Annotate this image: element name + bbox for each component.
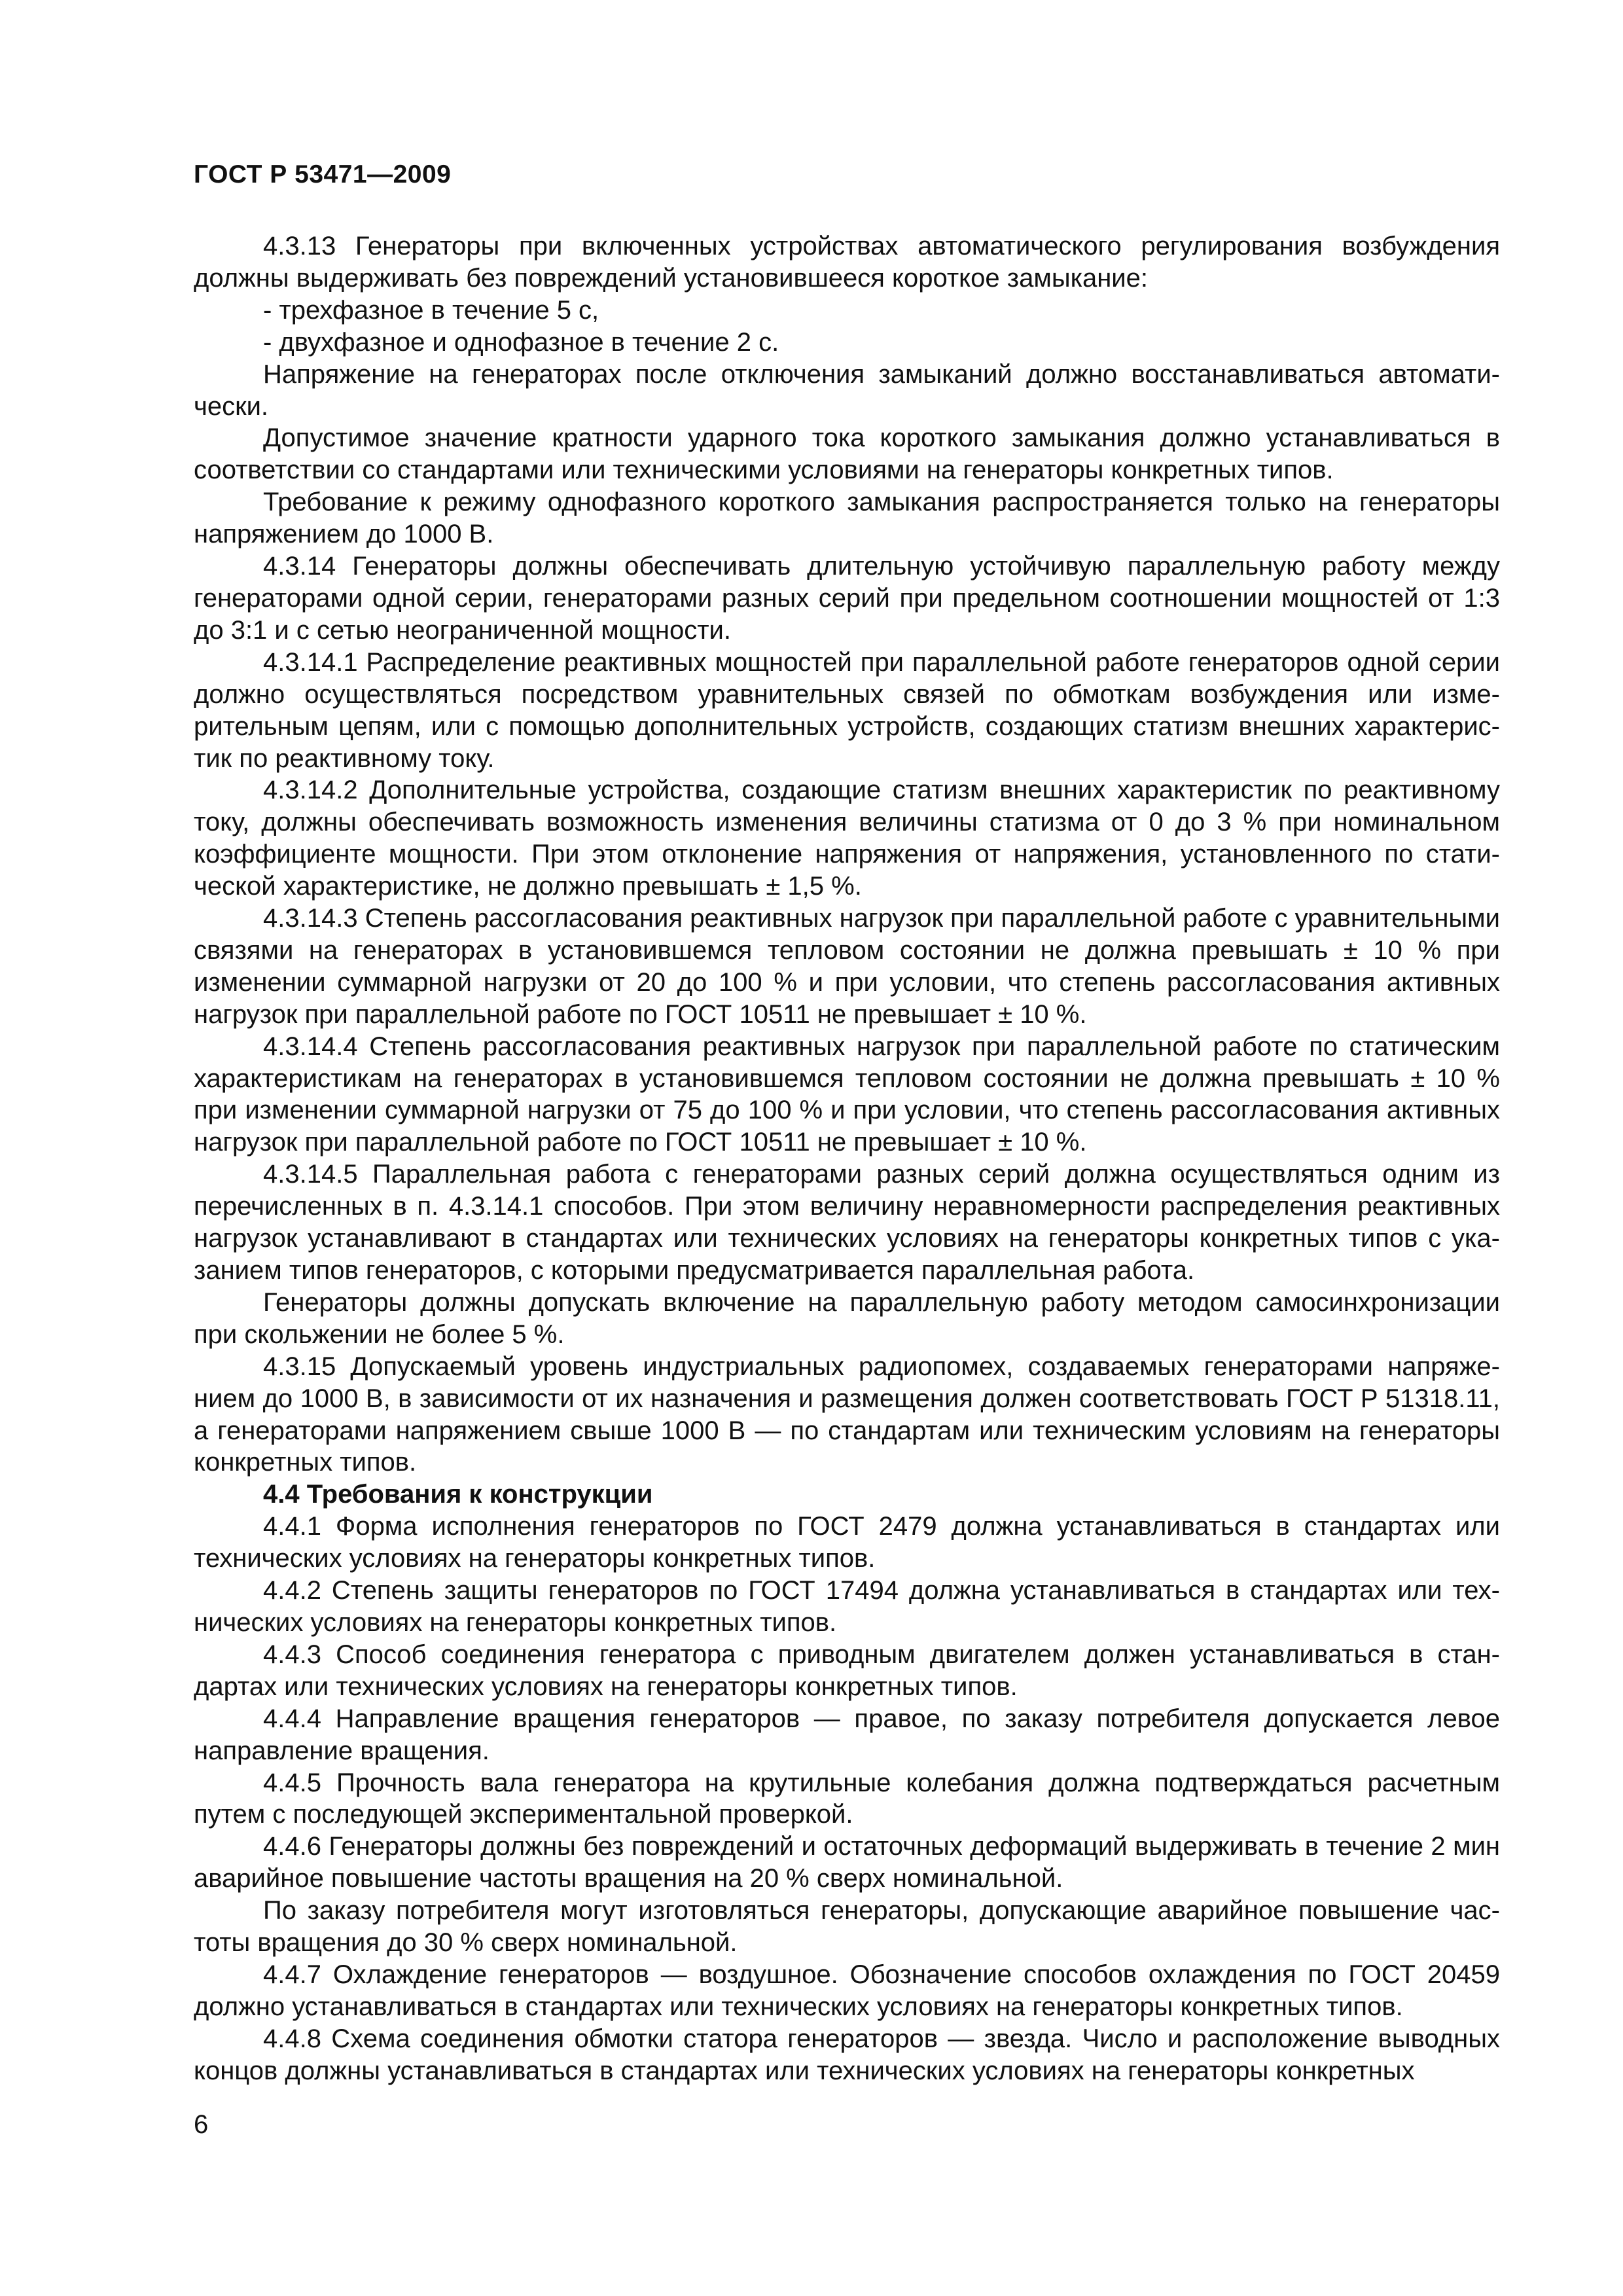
paragraph: Напряжение на генераторах после отключения замыканий должно восстанавливаться автоматически. [194, 359, 1500, 421]
paragraph: 4.3.14.5 Параллельная работа с генераторами разных серий должна осуществляться одним из перечисленных в п. 4.3.14.1 способов. При этом величину неравномерности распределения реактивных нагрузок устанавливают в стандартах или технических условиях на генераторы конкретных типов с указанием типов генераторов, с которыми предусматривается параллельная работа. [194, 1160, 1500, 1285]
paragraph: 4.4.8 Схема соединения обмотки статора генераторов — звезда. Число и расположение выводных концов должны устанавливаться в стандартах или технических условиях на генераторы конкретных [194, 2024, 1500, 2085]
document-body [194, 230, 1500, 2087]
paragraph: 4.3.14.2 Дополнительные устройства, создающие статизм внешних характеристик по реактивному току, должны обеспечивать возможность изменения величины статизма от 0 до 3 % при номинальном коэффициенте мощности. При этом отклонение напряжения от напряжения, установленного по статической характеристике, не должно превышать ± 1,5 %. [194, 776, 1500, 901]
paragraph: 4.4.2 Степень защиты генераторов по ГОСТ 17494 должна устанавливаться в стандартах или технических условиях на генераторы конкретных типов. [194, 1576, 1500, 1637]
paragraph: 4.3.14.1 Распределение реактивных мощностей при параллельной работе генераторов одной серии должно осуществляться посредством уравнительных связей по обмоткам возбуждения или измерительным цепям, или с помощью дополнительных устройств, создающих статизм внешних характеристик по реактивному току. [194, 647, 1500, 773]
paragraph: - двухфазное и однофазное в течение 2 с. [263, 327, 779, 357]
page-header-standard-id: ГОСТ Р 53471—2009 [194, 160, 452, 188]
paragraph: 4.3.15 Допускаемый уровень индустриальных радиопомех, создаваемых генераторами напряжением до 1000 В, в зависимости от их назначения и размещения должен соответствовать ГОСТ Р 51318.11, а генераторами напряжением свыше 1000 В — по стандартам или техническим условиям на генераторы конкретных типов. [194, 1352, 1500, 1477]
paragraph: 4.4.7 Охлаждение генераторов — воздушное. Обозначение способов охлаждения по ГОСТ 20459 должно устанавливаться в стандартах или технических условиях на генераторы конкретных типов. [194, 1960, 1500, 2021]
paragraph: 4.3.14 Генераторы должны обеспечивать длительную устойчивую параллельную работу между генераторами одной серии, генераторами разных серий при предельном соотношении мощностей от 1:3 до 3:1 и с сетью неограниченной мощности. [194, 552, 1500, 645]
paragraph: 4.4.1 Форма исполнения генераторов по ГОСТ 2479 должна устанавливаться в стандартах или технических условиях на генераторы конкретных типов. [194, 1512, 1500, 1573]
paragraph: 4.3.14.4 Степень рассогласования реактивных нагрузок при параллельной работе по статическим характеристикам на генераторах в установившемся тепловом состоянии не должна превышать ± 10 % при изменении суммарной нагрузки от 75 до 100 % и при условии, что степень рассогласования активных нагрузок при параллельной работе по ГОСТ 10511 не превышает ± 10 %. [194, 1031, 1500, 1157]
paragraph: По заказу потребителя могут изготовляться генераторы, допускающие аварийное повышение частоты вращения до 30 % сверх номинальной. [194, 1896, 1500, 1958]
paragraph: 4.4.6 Генераторы должны без повреждений и остаточных деформаций выдерживать в течение 2 мин аварийное повышение частоты вращения на 20 % сверх номинальной. [194, 1832, 1500, 1893]
paragraph: Генераторы должны допускать включение на параллельную работу методом самосинхронизации при скольжении не более 5 %. [194, 1287, 1500, 1349]
paragraph: 4.3.14.3 Степень рассогласования реактивных нагрузок при параллельной работе с уравнительными связями на генераторах в установившемся тепловом состоянии не должна превышать ± 10 % при изменении суммарной нагрузки от 20 до 100 % и при условии, что степень рассогласования активных нагрузок при параллельной работе по ГОСТ 10511 не превышает ± 10 %. [194, 904, 1500, 1029]
paragraph: 4.3.13 Генераторы при включенных устройствах автоматического регулирования возбуждения должны выдерживать без повреждений установившееся короткое замыкание: [194, 232, 1500, 293]
paragraph: - трехфазное в течение 5 с, [263, 295, 599, 325]
section-heading: 4.4 Требования к конструкции [263, 1480, 653, 1509]
paragraph: Требование к режиму однофазного короткого замыкания распространяется только на генераторы напряжением до 1000 В. [194, 488, 1500, 549]
paragraph: Допустимое значение кратности ударного тока короткого замыкания должно устанавливаться в соответствии со стандартами или техническими условиями на генераторы конкретных типов. [194, 423, 1500, 485]
page-number: 6 [194, 2110, 209, 2139]
paragraph: 4.4.4 Направление вращения генераторов — правое, по заказу потребителя допускается левое направление вращения. [194, 1704, 1500, 1765]
paragraph: 4.4.5 Прочность вала генератора на крутильные колебания должна подтверждаться расчетным путем с последующей экспериментальной проверкой. [194, 1768, 1500, 1829]
paragraph: 4.4.3 Способ соединения генератора с приводным двигателем должен устанавливаться в стандартах или технических условиях на генераторы конкретных типов. [194, 1640, 1500, 1701]
